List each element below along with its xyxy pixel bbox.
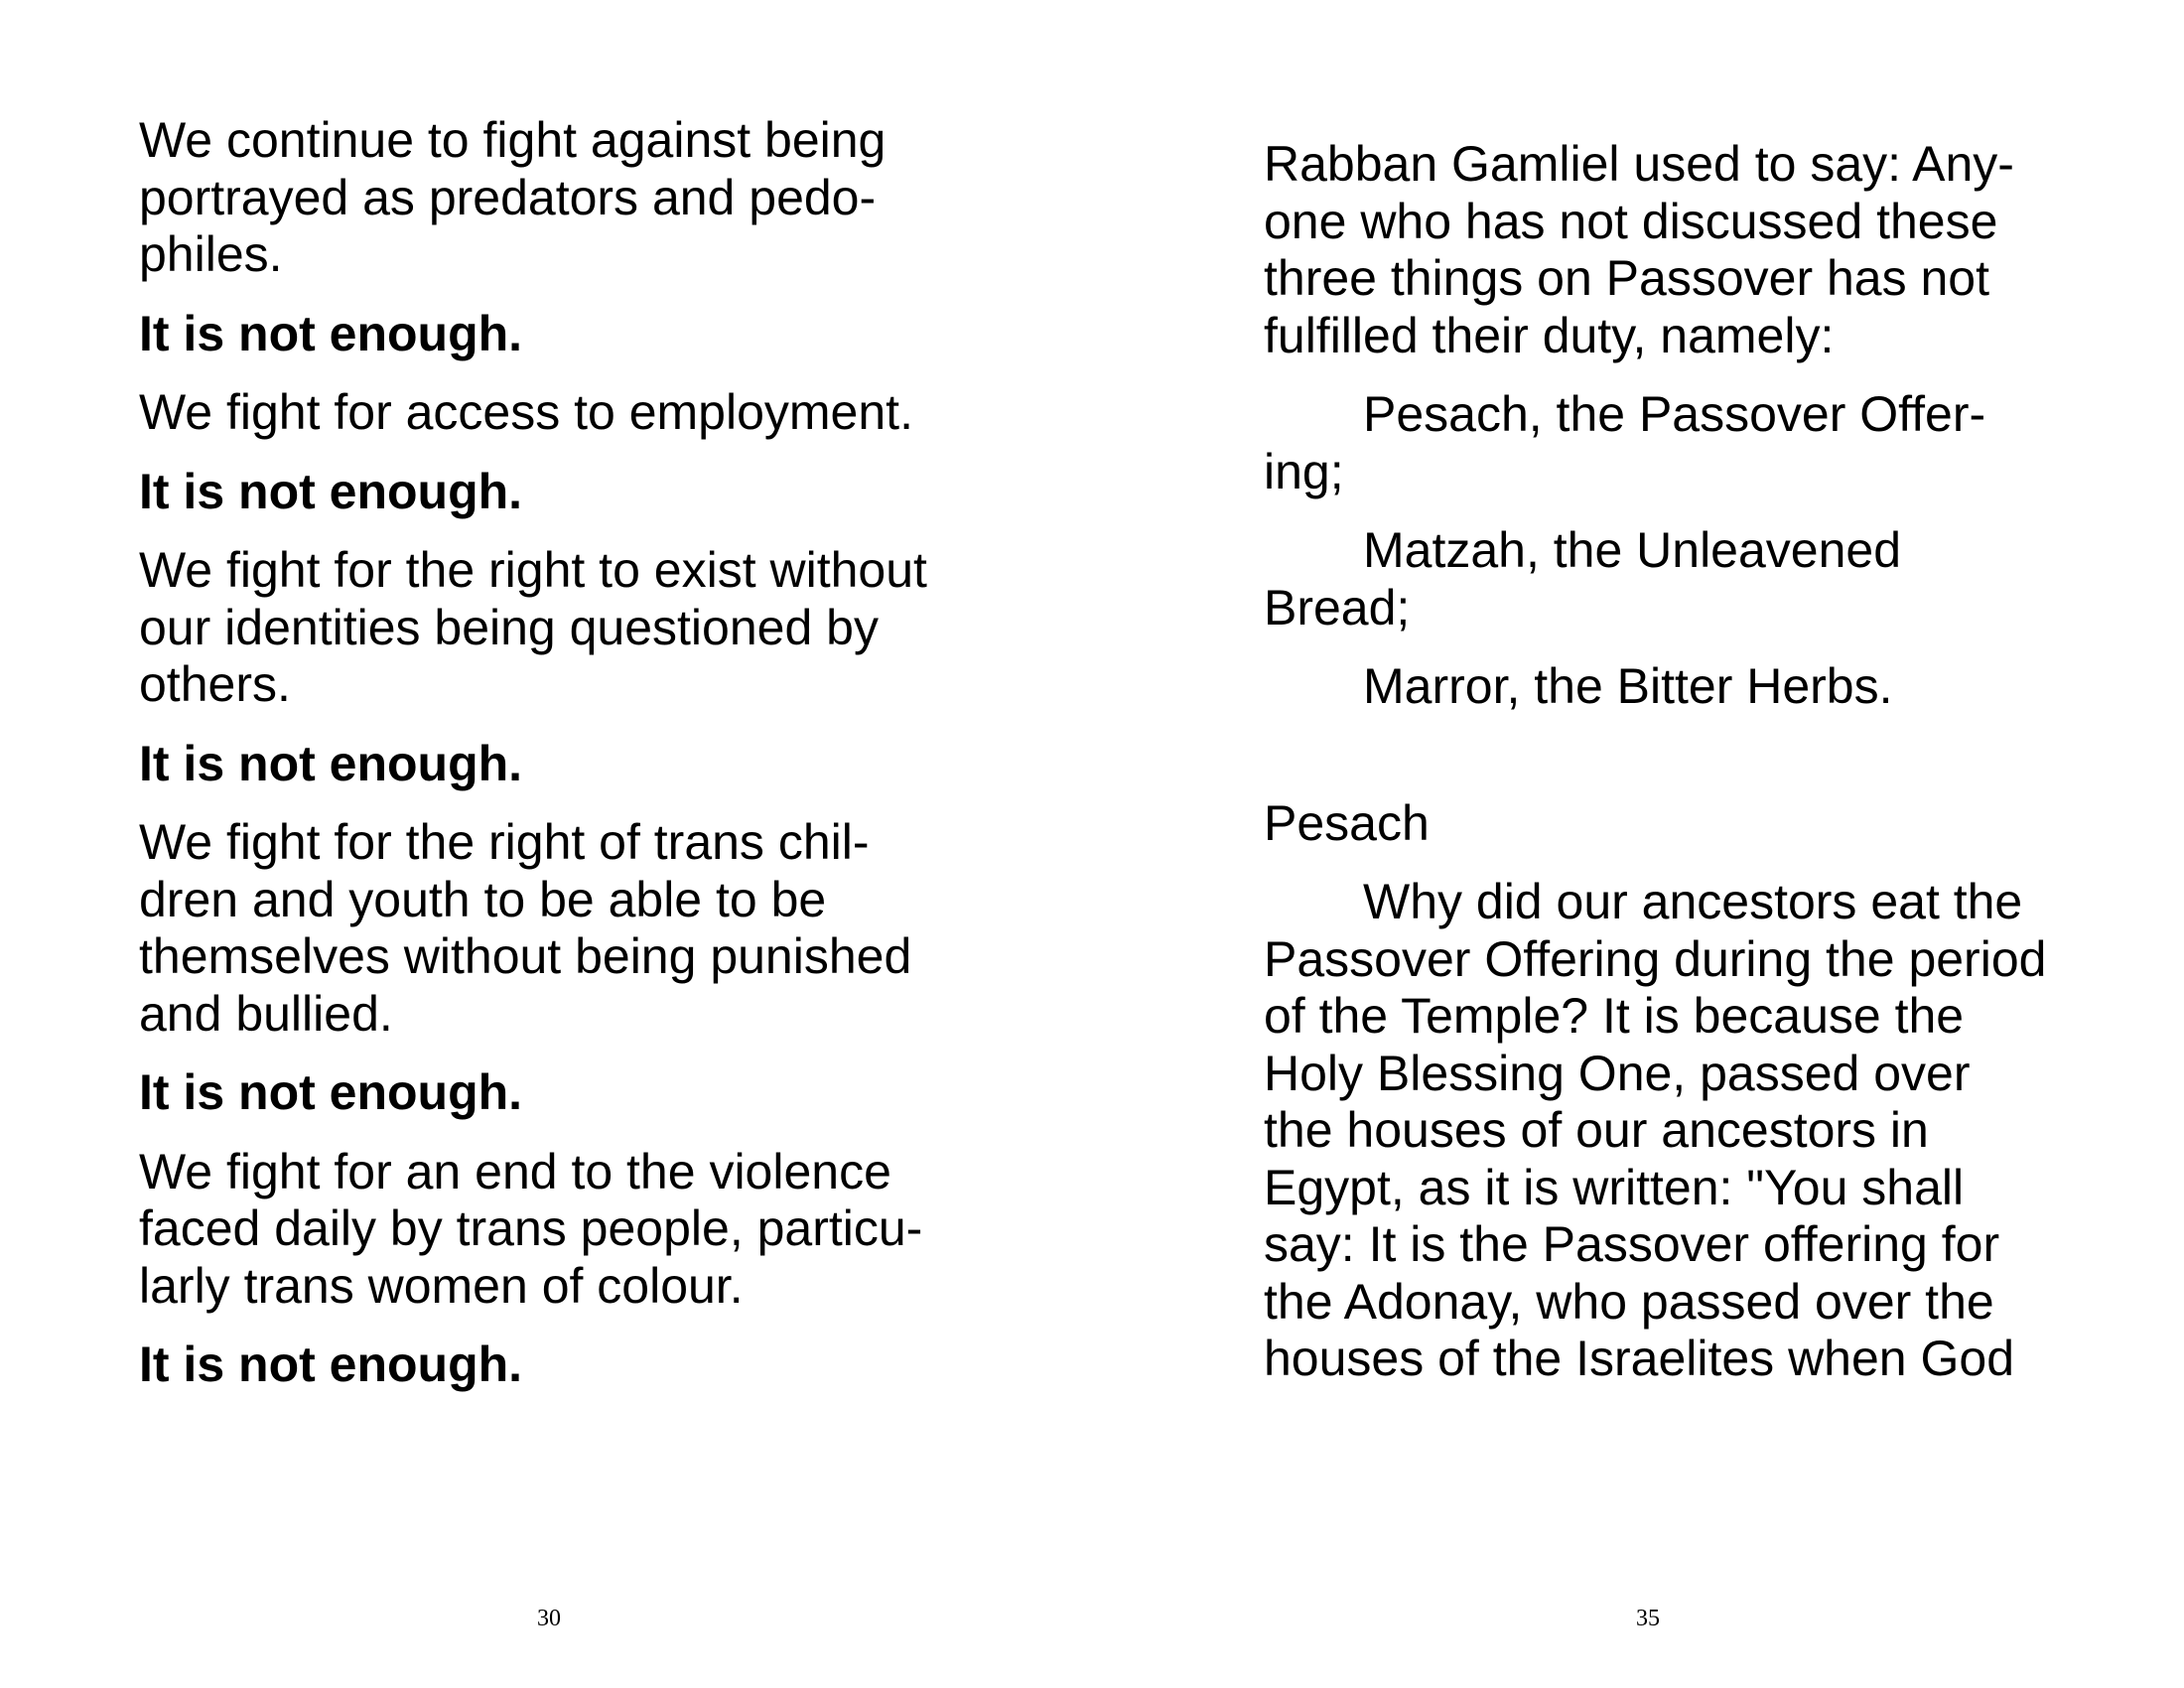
paragraph-trans-children: We fight for the right of trans chil- dren and youth to be able to be themselves without being punished and bullied.: [139, 814, 912, 1042]
list-item-matzah: Matzah, the Unleavened Bread;: [1264, 522, 1902, 635]
paragraph-employment: We fight for access to employment.: [139, 384, 913, 440]
paragraph-predators: We continue to fight against being portrayed as predators and pedo- philes.: [139, 112, 887, 282]
list-item-pesach: Pesach, the Passover Offer- ing;: [1264, 386, 1986, 499]
refrain-not-enough: It is not enough.: [139, 1336, 523, 1392]
refrain-not-enough: It is not enough.: [139, 463, 523, 519]
left-page-text: [139, 112, 953, 1416]
refrain-not-enough: It is not enough.: [139, 1064, 523, 1120]
section-heading-pesach: Pesach: [1264, 794, 1430, 851]
page-number: 35: [1636, 1606, 1660, 1631]
list-item-marror: Marror, the Bitter Herbs.: [1363, 658, 1893, 714]
right-page: [1092, 0, 2184, 1688]
paragraph-right-to-exist: We fight for the right to exist without our identities being questioned by others.: [139, 542, 927, 712]
refrain-not-enough: It is not enough.: [139, 305, 523, 361]
paragraph-end-violence: We fight for an end to the violence faced daily by trans people, particu- larly trans women of colour.: [139, 1143, 923, 1314]
right-page-text: [1264, 136, 2098, 1410]
paragraph-rabban-gamliel: Rabban Gamliel used to say: Any- one who has not discussed these three things on Passover has not fulfilled their duty, namely:: [1264, 136, 2014, 363]
refrain-not-enough: It is not enough.: [139, 735, 523, 791]
page-number: 30: [537, 1606, 561, 1631]
paragraph-why-passover: Why did our ancestors eat the Passover Offering during the period of the Temple? It is because the Holy Blessing One, passed over the houses of our ancestors in Egypt, as it is written: "You shall say: It is the Passover offering for the Adonay, who passed over the houses of the Israelites when God: [1264, 874, 2047, 1386]
